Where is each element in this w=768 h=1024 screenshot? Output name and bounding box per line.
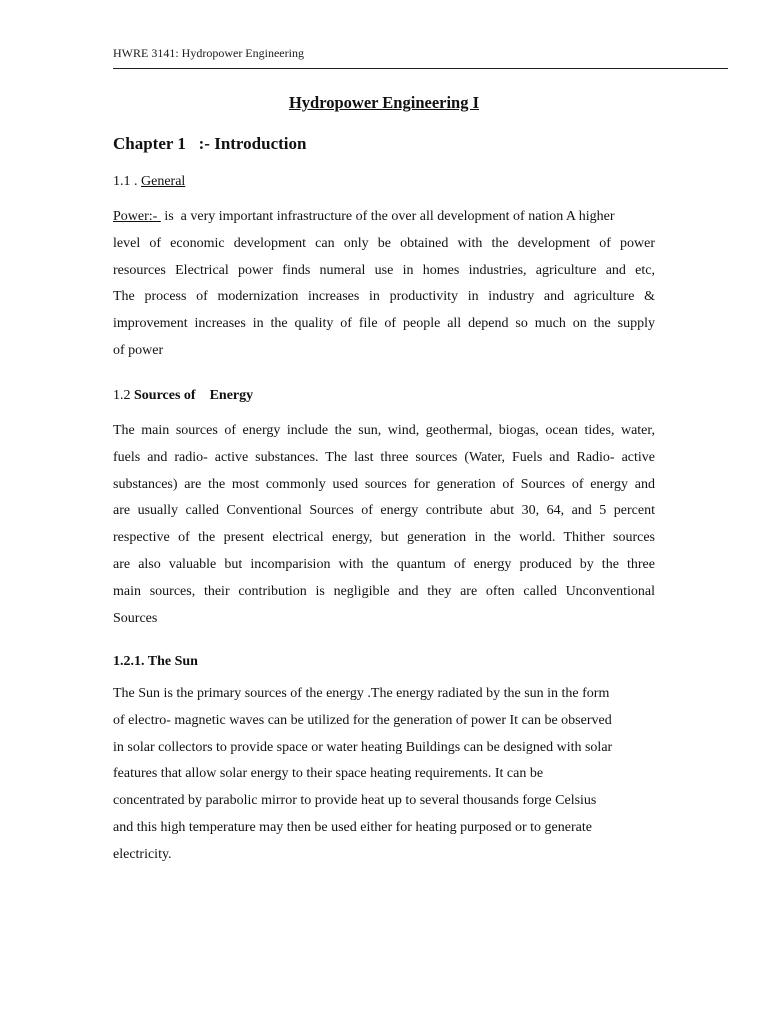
- section-1-1-paragraph: [113, 204, 655, 365]
- paragraph-line: features that allow solar energy to their space heating requirements. It can be: [113, 766, 544, 782]
- term-power: Power:-: [113, 209, 161, 224]
- line-text: is a very important infrastructure of the over all development of nation A higher: [160, 209, 615, 224]
- paragraph-line: level of economic development can only be obtained with the development of power: [113, 235, 655, 251]
- section-number: 1.1 .: [113, 174, 141, 189]
- section-1-2-1-heading: 1.2.1. The Sun: [113, 654, 198, 669]
- paragraph-line: improvement increases in the quality of file of people all depend so much on the supply: [113, 316, 655, 332]
- paragraph-line: and this high temperature may then be used either for heating purposed or to generate: [113, 819, 592, 835]
- section-number: 1.2: [113, 388, 134, 403]
- paragraph-line: in solar collectors to provide space or water heating Buildings can be designed with solar: [113, 739, 613, 755]
- paragraph-line: The process of modernization increases in productivity in industry and agriculture &: [113, 289, 655, 305]
- section-1-1-heading: [113, 174, 185, 190]
- section-1-2-heading: [113, 388, 253, 404]
- paragraph-line: resources Electrical power finds numeral use in homes industries, agriculture and etc,: [113, 262, 655, 278]
- chapter-heading: Chapter 1 :- Introduction: [113, 134, 307, 153]
- paragraph-line: The Sun is the primary sources of the energy .The energy radiated by the sun in the form: [113, 686, 610, 701]
- paragraph-line: fuels and radio- active substances. The last three sources (Water, Fuels and Radio- active: [113, 449, 655, 465]
- paragraph-line: electricity.: [113, 846, 172, 862]
- section-title: General: [141, 174, 186, 189]
- paragraph-line: of power: [113, 342, 164, 358]
- document-title: Hydropower Engineering I: [288, 93, 480, 112]
- paragraph-line: are usually called Conventional Sources of energy contribute abut 30, 64, and 5 percent: [113, 503, 655, 519]
- paragraph-line: Sources: [113, 610, 158, 626]
- paragraph-line: concentrated by parabolic mirror to provide heat up to several thousands forge Celsius: [113, 793, 597, 809]
- section-1-2-1-paragraph: [113, 681, 655, 869]
- section-1-2-paragraph: [113, 418, 655, 632]
- paragraph-line: are also valuable but incomparision with the quantum of energy produced by the three: [113, 556, 655, 572]
- running-header: HWRE 3141: Hydropower Engineering: [113, 46, 304, 60]
- paragraph-line: respective of the present electrical energy, but generation in the world. Thither sources: [113, 530, 655, 546]
- paragraph-line: of electro- magnetic waves can be utilized for the generation of power It can be observed: [113, 712, 612, 728]
- paragraph-line: substances) are the most commonly used sources for generation of Sources of energy and: [113, 476, 655, 492]
- paragraph-line: The main sources of energy include the sun, wind, geothermal, biogas, ocean tides, water,: [113, 423, 655, 438]
- paragraph-line: main sources, their contribution is negligible and they are often called Unconventional: [113, 583, 655, 599]
- section-title: Sources of Energy: [134, 388, 254, 403]
- paragraph-line: [113, 204, 655, 231]
- header-rule: [113, 68, 728, 69]
